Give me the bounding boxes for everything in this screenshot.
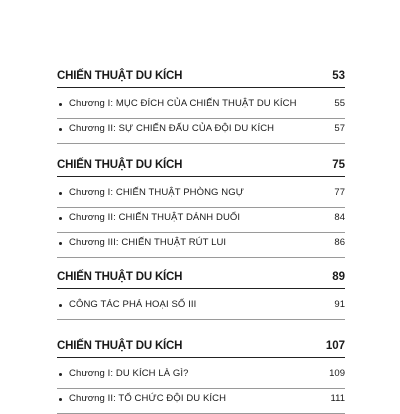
entry-page-number: 111 [330,393,345,404]
toc-entry [57,364,345,389]
toc-entry [57,233,345,258]
entry-page-number: 55 [334,98,345,109]
entry-list [57,94,345,144]
toc-section [57,339,345,414]
entry-page-number: 57 [334,123,345,134]
section-title: CHIẾN THUẬT DU KÍCH [57,159,183,171]
entry-list [57,183,345,258]
section-header [57,69,345,88]
section-page-number: 53 [332,70,345,82]
entry-page-number: 84 [334,212,345,223]
entry-page-number: 91 [334,299,345,310]
entry-label: Chương II: TỔ CHỨC ĐỘI DU KÍCH [69,393,227,404]
toc-entry [57,295,345,320]
toc-entry [57,208,345,233]
toc-section [57,270,345,320]
entry-page-number: 77 [334,187,345,198]
entry-page-number: 86 [334,237,345,248]
toc-entry [57,183,345,208]
entry-label: Chương II: CHIẾN THUẬT DÁNH DUỔI [69,212,241,223]
bullet-icon [59,128,62,131]
entry-label: CÔNG TÁC PHÁ HOẠI SỐ III [69,299,197,310]
bullet-icon [59,217,62,220]
bullet-icon [59,103,62,106]
entry-label: Chương I: MỤC ĐÍCH CỦA CHIẾN THUẬT DU KÍCH [69,98,297,109]
toc-entry [57,389,345,414]
section-page-number: 107 [325,340,345,352]
entry-list [57,364,345,414]
section-page-number: 89 [332,271,345,283]
section-page-number: 75 [332,159,345,171]
section-header [57,158,345,177]
entry-label: Chương I: CHIẾN THUẬT PHÒNG NGỰ [69,187,244,198]
toc-entry [57,94,345,119]
section-header [57,270,345,289]
bullet-icon [59,192,62,195]
toc-section [57,69,345,144]
entry-page-number: 109 [329,368,345,379]
section-header [57,339,345,358]
entry-label: Chương I: DU KÍCH LÀ GÌ? [69,368,189,379]
entry-list [57,295,345,320]
toc-section [57,158,345,258]
bullet-icon [59,373,62,376]
bullet-icon [59,304,62,307]
section-title: CHIẾN THUẬT DU KÍCH [57,70,183,82]
bullet-icon [59,242,62,245]
toc-entry [57,119,345,144]
entry-label: Chương II: SỰ CHIẾN ĐẤU CỦA ĐỘI DU KÍCH [69,123,275,134]
entry-label: Chương III: CHIẾN THUẬT RÚT LUI [69,237,227,248]
section-title: CHIẾN THUẬT DU KÍCH [57,271,183,283]
section-title: CHIẾN THUẬT DU KÍCH [57,340,183,352]
